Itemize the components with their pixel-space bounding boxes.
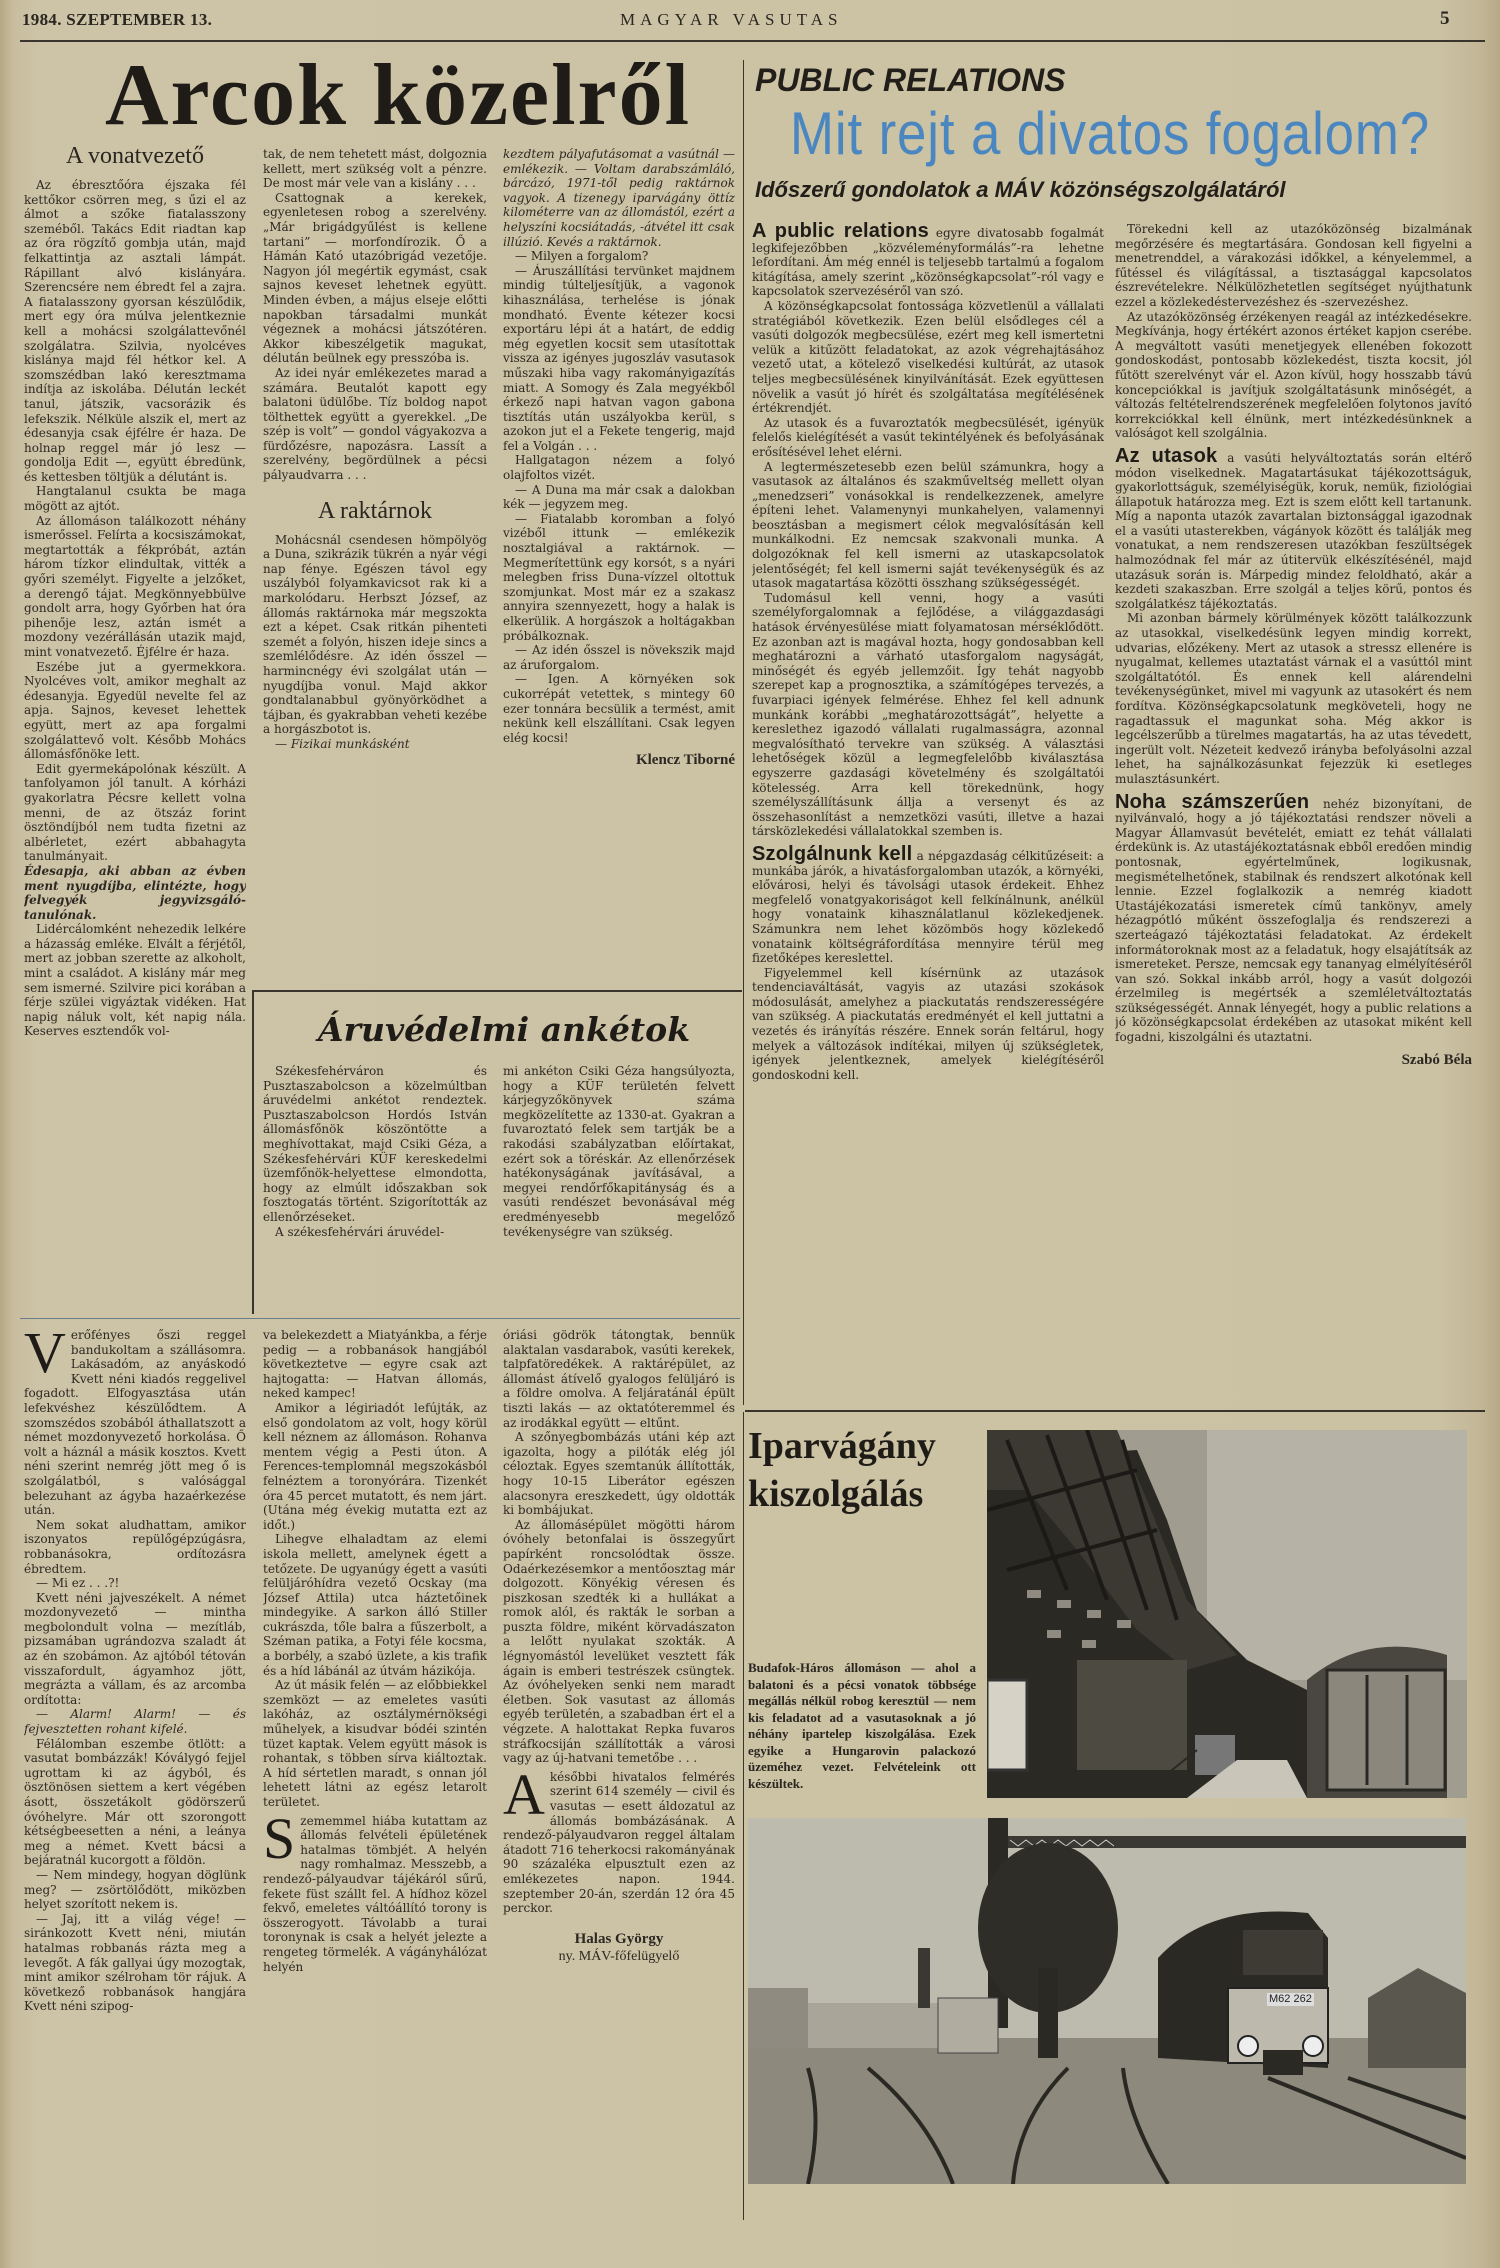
paragraph: Figyelemmel kell kísérnünk az utazások tendenciaváltását, vagyis az utazási szokások módosulását, amelyhez a piackutatás rendszerességére van szükség. A piackutatás eredményét el kell juttatni a vezetés és irányítás részére. Ennek során feltárul, hogy melyek a változások indítékai, milyen új szükségletek, igények jelentkeznek, amelyek kielégítéséről gondoskodni kell. (752, 965, 1104, 1082)
paragraph-runin (752, 842, 1104, 966)
pr-column-2 (1115, 222, 1472, 1402)
runin-heading: A public relations (752, 222, 929, 242)
paragraph: — Igen. A környéken sok cukorrépát vetettek, s mintegy 60 ezer tonnára becsülik a termést, amit nekünk kell elszállítani. Csak legyen elég kocsi! (503, 672, 735, 745)
header-rule (20, 40, 1485, 42)
runin-heading: Szolgálnunk kell (752, 842, 913, 865)
pr-title: Mit rejt a divatos fogalom? (790, 100, 1431, 167)
paragraph: Az utasok és a fuvaroztatók megbecsülését, igényük felelős kielégítését a vasút tekintélyének és befolyásának erősítésével lehet elérni. (752, 415, 1104, 459)
paragraph: tak, de nem tehetett mást, dolgoznia kellett, mert szükség volt a pénzre. De most már vele van a kislány . . . (263, 147, 487, 191)
column-divider (743, 60, 744, 1405)
author-klencz: Klencz Tiborné (635, 752, 735, 769)
paragraph: — Az idén ősszel is növekszik majd az áruforgalom. (503, 643, 735, 672)
paragraph: — Nem mindegy, hogyan döglünk meg? — zsörtölődött, miközben helyet szorított nekem is. (24, 1867, 246, 1912)
photo-locomotive-image (748, 1818, 1466, 2184)
paragraph: óriási gödrök tátongtak, bennük alaktalan vasdarabok, vasúti kerekek, talpfatöredékek. A raktárépület, az állomást átívelő gyalogos felüljáró is a földre omolva. A feljáratánál épült tiszti lakás — az oktatóteremmel és az irodákkal együtt — eltűnt. (503, 1328, 735, 1430)
pr-column-1 (752, 222, 1104, 1402)
paragraph: A legtermészetesebb ezen belül számunkra, hogy a vasutasok az általános és szakműveltség mellett olyan „menedzseri” vonásokkal is rendelkezzenek, amelyre építeni lehet. Valamenynyi munkahelyen, valamennyi beosztásban a megismert célok megvalósításán kell munkálkodni. Ez nemcsak szakvonali munka. A dolgozóknak fel kell ismerni az utaskapcsolatok jelentőségét; fel kell ismerni saját tevékenységük és az utasok magatartása közötti összhang szükségességét. (752, 459, 1104, 591)
paragraph: Törekedni kell az utazóközönség bizalmának megőrzésére és megtartására. Gondosan kell figyelni a menetrenddel, a várakozási időkkel, a kényelemmel, a fűtéssel és világítással, a tisztasággal kapcsolatos észrevételekre. Nélkülözhetetlen segítséget nyújthatunk ezzel a közlekedéstervezéshez és -szervezéshez. (1115, 222, 1472, 309)
column-divider-lower (743, 1412, 744, 2220)
raktarnok-column-2 (503, 147, 735, 985)
photo-warehouse-wagon (987, 1430, 1467, 1798)
section-separator (20, 1318, 740, 1319)
article-title-arcok: Arcok közelről (105, 47, 692, 144)
photo-caption: Budafok-Háros állomáson — ahol a balatoni és a pécsi vonatok többsége megállás nélkül robog keresztül — nem kis feladatot ad a vasutasoknak a jó néhány ipartelep kiszolgálása. Ezek egyike a Hungarovin palackozó üzeméhez vezet. Felvételeink ott készültek. (748, 1660, 976, 1791)
pr-subtitle: Időszerű gondolatok a MÁV közönségszolgálatáról (755, 177, 1286, 202)
paragraph: Hallgatagon nézem a folyó olajfoltos vizét. (503, 453, 735, 483)
dropcap-v: V (24, 1328, 66, 1385)
paragraph-text: későbbi hivatalos felmérés szerint 614 személy — civil és vasutas — esett áldozatul az állomás bombázásának. A rendező-pályaudvaron reggel általam átadott 716 teherkocsi rakományának 90 százaléka elpusztult ezen az emlékezetes napon. 1944. szeptember 20-án, szerdán 12 óra 45 perckor. (503, 1769, 735, 1916)
issue-date: 1984. SZEPTEMBER 13. (22, 10, 213, 29)
paragraph: Edit gyermekápolónak készült. A tanfolyamon jól tanult. A kórházi gyakorlatra Pécsre kellett volna menni, de az ötszáz forint ösztöndíjból nem tudta fizetni az albérletet, ezért abbahagyta tanulmányait. (24, 761, 246, 864)
paragraph: Amikor a légiriadót lefújták, az első gondolatom az volt, hogy körül kell néznem az állomáson. Rohanva mentem végig a Pesti úton. A Ferences-templomnál megszokásból felnéztem a toronyórára. Tizenkét óra 45 percet mutatott, és nem járt. (Utána még évekig mutatta ezt az időt.) (263, 1400, 487, 1532)
author-halas: Halas György (574, 1930, 664, 1947)
paragraph: Az állomásépület mögötti három óvóhely betonfalai is összegyűrt papírként roncsolódtak össze. Odaérkezésemkor a mentőosztag már dolgozott. Könyékig véresen és piszkosan szedték ki a hullákat a romok alól, és rakták le sorban a puszta földre, miként körvadászaton a lelőtt nyulakat szokták. A légnyomástól levelüket vesztett fák ágain is emberi testrészek csüngtek. Az óvóhelyeken senki nem maradt életben. Sok vasutast az állomás egyéb területén, a szabadban ért el a végzete. A halottakat Repka fuvaros stráfkocsiján szállították a városi vagy az új-hatvani temetőbe . . . (503, 1517, 735, 1766)
paragraph: Az út másik felén — az előbbiekkel szemközt — az emeletes vasúti lakóház, az osztálymérnökségi műhelyek, a kisudvar bódéi szintén tüzet kaptak. Velem együtt mások is rohantak, s többen sírva kiáltoztak. A híd sértetlen maradt, s onnan jól lehetett látni az egész letarolt területet. (263, 1678, 487, 1809)
paragraph: Az utazóközönség érzékenyen reagál az intézkedésekre. Megkívánja, hogy értékért azonos értéket kapjon cserébe. A megváltott vasúti menetjegyek ellenében fokozott gondoskodást, pontosabb közlekedést, tiszta kocsit, jól fűtött szerelvényt vár el. Azon kívül, hogy hosszabb távú koncepciókkal is javítjuk szolgáltatásunk minőségét, a változás feltételrendszerének megfelelően folytonos javító korrekciókkal kell élnünk, mert intézkedésünknek a valóságot kell szolgálnia. (1115, 309, 1472, 441)
paragraph-with-dropcap (263, 1805, 487, 1975)
article-title-iparvagany (748, 1422, 978, 1518)
paragraph: Kvett néni jajveszékelt. A német mozdonyvezető — mintha megbolondult volna — mezítláb, pizsamában ugrándozva szaladt át az én szobámon. Az ajtóból tétován visszafordult, ágyamhoz jött, megrázta a vállam, és az arcomba ordította: (24, 1590, 246, 1707)
paragraph: Mi azonban bármely körülmények között találkozzunk az utasokkal, viselkedésünk legyen mindig korrekt, udvarias, előzékeny. Mert az utasok a stressz ellenére is nyugalmat, kellemes utaztatást várnak el a vasúttól mint szolgáltatótól. És ennek kell alárendelni tevékenységünket, mivel mi vagyunk az utasokért és nem fordítva. Közönségkapcsolatunk megköveteli, hogy ne ragadtassuk el magunkat soha. Még akkor is legcélszerűbb a türelmes magatartás, ha az utas tévedett, ingerült volt. Nézeteit kedvező irányba befolyásolni azzal lehet, ha sajnálkozásunkat fejezzük ki esetleges mulasztásunkért. (1115, 611, 1472, 786)
paragraph: Félálomban eszembe ötlött: a vasutat bombázzák! Kóválygó fejjel ugrottam ki az ágyból, és ösztönösen siettem a kert végében ásott, összetákolt gödörszerű óvóhelyre. Már ott szorongott kétségbeesetten a néni, a leánya meg a német. Kvett bácsi a bejáratnál kucorgott a földön. (24, 1736, 246, 1868)
vonatvezeto-column-1 (24, 142, 246, 1312)
paragraph: Tudomásul kell venni, hogy a vasúti személyforgalomnak a fejlődése, a világgazdasági hatások érvényesülése miatt folyamatosan mérséklődött. Ez azonban azt is magával hozta, hogy gondosabban kell meghatározni a várható utasforgalom nagyságát, minőségét és egyéb jellemzőit. Így tehát nagyobb szerepet kap a prognosztika, a számítógépes tervezés, a fuvarpiaci igények felmérése. Ehhez fel kell adnunk munkánk korábbi „meghatározottságát”, helyette a kereslethez igazodó vállalati rugalmasságra, azonnal megvalósítható tervekre van szükség. A választási lehetőségek közül a legmegfelelőbb kiválasztása egyszerre gazdasági követelmény és szolgáltatói kötelesség. Arra kell törekednünk, hogy személyszállításunk állja a versenyt és az összehasonlítást a nemzetközi vasúti, illetve a hazai társközlekedési vállalatokkal szemben is. (752, 590, 1104, 839)
paragraph: Csattognak a kerekek, egyenletesen robog a szerelvény. „Már brigádgyűlést is kellene tartani” — morfondírozik. Ő a Hámán Kató utazóbrigád vezetője. Nagyon jól megértik egymást, csak sajnos keveset lehetnek együtt. Minden évben, a május elseje előtti napokban társadalmi munkát végeznek a mohácsi játszótéren. Akkor kibeszélgetik magukat, délután beülnek egy presszóba is. (263, 190, 487, 366)
paragraph: — Milyen a forgalom? (515, 249, 649, 264)
paragraph: Lihegve elhaladtam az elemi iskola mellett, amelynek égett a tetőzete. De ugyanúgy égett a vasúti felüljáróhídra vezető Ocskay (ma József Attila) utca háztetőinek mindegyike. A sarkon álló Stiller cukrászda, tőle balra a fűszerbolt, a Széman patika, a Fotyi féle kocsma, a borbély, a szabó üzlete, a kis trafik és a híd lábánál az útvám házikója. (263, 1532, 487, 1678)
paragraph: va belekezdett a Miatyánkba, a férje pedig — a robbanások hangjából következtetve — egyre csak azt hajtogatta: — Hatvan állomás, neked kampec! (263, 1328, 487, 1401)
paragraph-runin (1115, 444, 1472, 612)
paragraph: Az állomáson találkozott néhány ismerőssel. Felírta a kocsiszámokat, megtartották a fékpróbát, aztán három tízkor elindultak, vitték a győri személyt. Figyelte a jelzőket, a derengő tájat. Megkönnyebbülve gondolt arra, hogy Győrben hat óra pihenője lesz, aztán ismét a mozdony vezérállásán utazik majd, mint vonatvezető. Éjfélre ér haza. (24, 513, 246, 659)
author-title-halas: ny. MÁV-főfelügyelő (558, 1948, 680, 1964)
paragraph: A szőnyegbombázás utáni kép azt igazolta, hogy a pilóták elég jól céloztak. Egyes szemtanúk állították, hogy 10-15 Liberátor egészen alacsonyra ereszkedett, úgy oldották ki bombájukat. (503, 1430, 735, 1518)
runin-heading: Az utasok (1115, 444, 1218, 467)
aruvedelmi-column-1 (263, 1064, 487, 1310)
paragraph-text: a vasúti helyváltoztatás során eltérő módon viselkednek. Magatartásukat tájékozottságuk, gyakorlottságuk, személyiségük, koruk, nemük, fiziológiai állapotuk határozza meg. Ezt is szem előtt kell tartanunk. Míg a naponta utazók zavartalan biztonsággal igazodnak el a vasúti utasterekben, vágányok között és találják meg vonatukat, a nem rendszeresen utazókban feszültségek halmozódnak fel már az útitervük elkészítésénél, majd utazásuk során is. Márpedig mindez feloldható, akár a kezdeti szakaszban. Erre szolgál a teljes körű, pontos és szolgálatkész tájékoztatás. (1115, 450, 1472, 611)
dropcap-a: A (503, 1761, 545, 1827)
paragraph-text: erőfényes őszi reggel bandukoltam a szállásomra. Lakásadóm, az anyáskodó Kvett néni kiadós reggelivel fogadott. Elfogyasztása után lefekvéshez készülődtem. A szomszédos szobából áthallatszott a német mozdonyvezető horkolása. Ő volt a háznál a másik kosztos. Kvett néni szerint nemrég jött meg ő is szolgálatból, s valósággal belezuhant az ágyba hazaérkezése után. (24, 1328, 246, 1518)
article-title-aruvedelmi: Áruvédelmi ankétok (318, 1010, 691, 1049)
paragraph: Hangtalanul csukta be maga mögött az ajtót. (24, 484, 246, 514)
publication-name: MAGYAR VASUTAS (620, 10, 843, 29)
paragraph: Eszébe jut a gyermekkora. Nyolcéves volt, amikor meghalt az édesanyja. Egyedül nevelte fel az apja. Sajnos, keveset lehettek együtt, mert az apa forgalmi szolgálattevő volt. Később Mohács állomásfőnöke lett. (24, 659, 246, 762)
paragraph: A közönségkapcsolat fontossága közvetlenül a vállalati stratégiából következik. Ezen belül elsődleges cél a vasúti dolgozók megbecsülése, ezért meg kell ismertetni velük a kitűzött feladatokat, az azok végrehajtásához vezető utat, a kötelező viselkedési kultúrát, az utasok teljes megbecsülésének kinyilvánítását. Ezek együttesen növelik a vasút jó hírét és szolgáltatása megítélésének értékrendjét. (752, 298, 1104, 416)
paragraph: kezdtem pályafutásomat a vasútnál — emlékezik. — Voltam darabszámláló, bárcázó, 1971-től pedig raktárnok vagyok. A tizenegy iparvágány öttíz kilométerre van az állomástól, ezért a helyszíni kocsiátadás, -átvétel itt csak illúzió. Kevés a raktárnok. (503, 147, 735, 249)
paragraph: Nem sokat aludhattam, amikor iszonyatos repülőgépzúgásra, robbanásokra, ordítozásra ébredtem. (24, 1517, 246, 1576)
paragraph-text: nehéz bizonyítani, de nyilvánvaló, hogy a jó tájékoztatási rendszer növeli a Magyar Államvasút bevételét, emiatt ez tehát vállalati érdekünk is. Az utastájékoztatásnak ebből eredően mindig pontosnak, egyértelműnek, logikusnak, megismételhetőnek, stabilnak és rendszert alkotónak kell lennie. Ezzel foglalkozik a nemrég kiadott Utastájékozatási ismeretek című tankönyv, amely hézagpótló műként összefoglalja és rendszerezi a szerteágazó tájékoztatási feladatokat. Az érdekelt informátoroknak most az a feladatuk, hogy elsajátítsák az ismereteket. Persze, nemcsak egy tananyag elmélyítéséről van szó. Sokkal inkább arról, hogy a vasút dolgozói érzelmileg is megértsék a szemléletváltoztatás szükségességét. Annak lényegét, hogy a public relations a jó közönségkapcsolat érdekében az utasokat miként kell fogadni, kiszolgálni és utaztatni. (1115, 796, 1472, 1045)
memoir-column-1 (24, 1328, 246, 2248)
paragraph: — Áruszállítási tervünket majdnem mindig túlteljesítjük, a vagonok kihasználása, terhelése is jónak mondható. Évente kétezer kocsi exportáru lépi át a határt, de eddig még egyetlen kocsit sem utasítottak vissza az igényes jugoszláv vasutasok műszaki hiba vagy rakományigazítás miatt. A Somogy és Zala megyékből érkező napi hatvan vagon gabona tisztítás után uszályokba kerül, s azokon jut el a Fekete tengerig, majd fel a Volgán . . . (503, 263, 735, 453)
paragraph-italic: Édesapja, aki abban az évben ment nyugdíjba, elintézte, hogy felvegyék jegyvizsgáló-tanulónak. (24, 863, 246, 922)
paragraph: A székesfehérvári áruvédel- (275, 1224, 445, 1239)
paragraph: — Alarm! Alarm! — és fejvesztetten rohant kifelé. (24, 1707, 246, 1737)
title-line-2: kiszolgálás (748, 1473, 924, 1515)
paragraph-text: zememmel hiába kutattam az állomás felvételi épületének hatalmas tömbjét. A helyén nagy romhalmaz. Messzebb, a rendező-pályaudvar tájékáról sűrű, fekete füst szállt fel. A hídhoz közel fekvő, emeletes váltóállító torony is összerogyott. Távolabb a turai toronynak is csak a helyét jelezte a rengeteg törmelék. A vágányhálózat helyén (263, 1813, 487, 1974)
paragraph: — Mi ez . . .?! (36, 1576, 120, 1591)
title-line-1: Iparvágány (748, 1425, 936, 1467)
paragraph-runin (752, 222, 1104, 299)
paragraph-with-dropcap (24, 1328, 246, 1518)
paragraph-italic: — Fizikai munkásként (275, 736, 410, 751)
paragraph-text: a népgazdaság célkitűzéseit: a munkába járók, a hivatásforgalomban utazók, a környéki, elővárosi, helyi és távolsági utasok érdekeit. Ehhez megfelelő vonatgyakoriságot kell felkínálnunk, anélkül hogy vonataink kihasználatlanul közlekedjenek. Számunkra nem lehet közömbös hogy közlekedő vonataink költségráfordítása mennyire térül meg fizetőképes kereslettel. (752, 848, 1104, 966)
paragraph-runin (1115, 790, 1472, 1045)
memoir-column-3 (503, 1328, 735, 2248)
paragraph: mi ankéton Csiki Géza hangsúlyozta, hogy a KÜF területén felvett kárjegyzőkönyvek száma megközelítette az 1330-at. Gyakran a fuvaroztató felek sem tartják be a rakodási szabályzatban előírtakat, ezért sok a töréskár. Az ellenőrzések hatékonyságának javításával, a megyei rendőrfőkapitányság és a vasúti rendészet bevonásával még eredményesebb megelőző tevékenységre van szükség. (503, 1064, 735, 1239)
memoir-column-2 (263, 1328, 487, 2248)
photo-warehouse-wagon-image (987, 1430, 1467, 1798)
runin-heading: Noha számszerűen (1115, 790, 1310, 813)
dropcap-s: S (263, 1805, 296, 1871)
paragraph: Székesfehérváron és Pusztaszabolcson a közelmúltban áruvédelmi ankétot rendeztek. Pusztaszabolcson Hordós István állomásfőnök köszöntötte a meghívottakat, majd Csiki Géza, a Székesfehérvári KÜF kereskedelmi üzemfőnök-helyettese elmondotta, hogy az elmúlt időszakban sok fosztogatás történt. Szigorították az ellenőrzéseket. (263, 1064, 487, 1224)
aruvedelmi-column-2 (503, 1064, 735, 1310)
page-number: 5 (1440, 8, 1450, 29)
author-szabo: Szabó Béla (1401, 1051, 1472, 1068)
paragraph: Lidércálomként nehezedik lelkére a házasság emléke. Elvált a férjétől, mert az jobban szerette az alkoholt, mint a családot. A kislány már meg sem ismerné. Szilvire pici korában a férje szülei vigyáztak vidéken. Hat napig náluk volt, két napig nála. Keserves esztendők vol- (24, 922, 246, 1039)
vonatvezeto-column-2 (263, 147, 487, 985)
paragraph: — A Duna ma már csak a dalokban kék — jegyzem meg. (503, 482, 735, 512)
subheading-raktarnok: A raktárnok (318, 497, 432, 524)
paragraph: — Fiatalabb koromban a folyó vizéből ittunk — emlékezik nosztalgiával a raktárnok. — Megmerítettünk egy korsót, s a nyári melegben friss Duna-vízzel oltottuk szomjunkat. Most már ez a szakasz annyira szennyezett, hogy a halak is elkerülik. A horgászok a holtágakban próbálkoznak. (503, 511, 735, 643)
paragraph: Az idei nyár emlékezetes marad a számára. Beutalót kapott egy balatoni üdülőbe. Tíz boldog napot tölthettek együtt a gyerekkel. „De szép is volt” — gondol vágyakozva a fürdőzésre, napozásra. Lassít a szerelvény, begördülnek a pécsi pályaudvarra . . . (263, 365, 487, 483)
paragraph-text: egyre divatosabb fogalmát legkifejezőbben „közvéleményformálás”-ra lehetne lefordítani. Ám még ennél is teljesebb tartalmú a fogalom kitágítása, amely szerint „közönségkapcsolat”-ról vagy e kapcsolatok szervezéséről van szó. (752, 226, 1104, 299)
paragraph: Az ébresztőóra éjszaka fél kettőkor csörren meg, s űzi el az álmot a szőke fiatalasszony szeméből. Takács Edit riadtan kap az óra rögzítő gombja után, majd felkattintja az asztali lámpát. Rápillant alvó kislányára. Szerencsére nem ébredt fel a zajra. A fiatalasszony gyorsan készülődik, mert egy óra múlva jelentkeznie kell a mohácsi szolgálattevőnél szolgálatra. Szilvia, nyolcéves kislánya majd fél hétkor kel. A szomszédban lakó keresztmama indítja az iskolába. Délután leckét tanul, játszik, vacsorázik és lefekszik. Nélküle alszik el, mert az édesanyja csak éjfélre ér haza. De holnap reggel már jó lesz — gondolja Edit —, együtt ébredünk, és kettesben töltjük a délutánt is. (24, 178, 246, 484)
paragraph: Mohácsnál csendesen hömpölyög a Duna, szikrázik tükrén a nyár végi nap fénye. Egészen távol egy uszályból folyamkavicsot rak ki a markolódaru. Herbszt József, az állomás raktárnoka már megszokta ezt a képet. Csak ritkán pihenteti szemét a folyón, hiszen ideje sincs a szemlélődésre. Az idén ősszel — harmincnégy évi szolgálat után — nyugdíjba vonul. Majd akkor gondtalanabbul gyönyörködhet a tájban, és gyakrabban veheti kezébe a horgászbotot is. (263, 532, 487, 737)
paragraph: — Jaj, itt a világ vége! — siránkozott Kvett néni, miután hatalmas robbanás rázta meg a levegőt. A fák gallyai úgy mozogtak, mint amikor szélroham tör rájuk. A következő robbanások hangjára Kvett néni szipog- (24, 1911, 246, 2014)
subheading-vonatvezeto: A vonatvezető (66, 143, 204, 169)
pr-kicker: PUBLIC RELATIONS (755, 62, 1066, 98)
photo-locomotive (748, 1818, 1466, 2184)
section-separator-right (745, 1410, 1485, 1412)
locomotive-number: M62 262 (1269, 1993, 1312, 2005)
paragraph-with-dropcap (503, 1761, 735, 1916)
